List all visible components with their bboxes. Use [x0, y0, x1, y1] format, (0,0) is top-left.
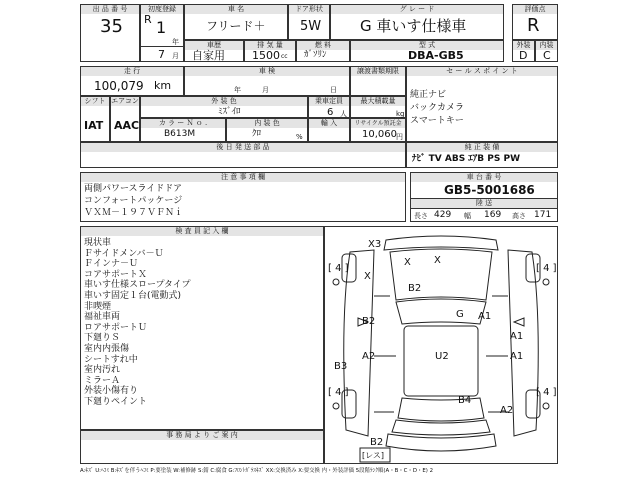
inspector-note-line: 下廻りＳ [84, 333, 121, 344]
inspector-note-line: 室内内張傷 [84, 344, 130, 354]
damage-mark: A2 [362, 351, 376, 362]
inspector-note-line: コアサポートＸ [84, 269, 148, 280]
inspector-note-line: ロアサポートＵ [84, 322, 148, 333]
selling-point-item: 純正ナビ [410, 90, 447, 100]
inspector-note-line: 車いす仕様スロープタイプ [84, 280, 191, 291]
appraisal-label: 陸 送 [411, 199, 557, 208]
recycle-fee-value: 10,060 [362, 129, 397, 140]
inspector-notes-label: 検 査 員 記 入 欄 [81, 227, 323, 236]
fuel-value: ｶﾞｿﾘﾝ [304, 50, 327, 60]
genuine-equipment-value: ﾅﾋﾞ TV ABS ｴｱB PS PW [412, 154, 521, 164]
fuel-label: 燃 料 [297, 41, 349, 50]
door-type-value: 5W [300, 19, 322, 34]
tire-tread-rl: [ 4 ] [328, 387, 349, 398]
mileage-label: 走 行 [81, 67, 183, 76]
pct-unit: % [296, 133, 303, 141]
chassis-value: GB5-5001686 [444, 183, 535, 197]
selling-point-item: スマートキー [410, 116, 464, 126]
displacement-label: 排 気 量 [245, 41, 295, 50]
month-suffix: 月 [172, 52, 179, 60]
car-name-value: フリード＋ [206, 19, 266, 33]
capacity-label: 乗車定員 [309, 97, 349, 106]
interior-color-value: ｸﾛ [252, 129, 262, 139]
height-label: 高さ [512, 212, 526, 220]
interior-color-label: 内 装 色 [227, 119, 307, 128]
damage-mark: G [456, 309, 464, 320]
damage-mark: A1 [478, 311, 492, 322]
shift-label: シフト [81, 97, 109, 106]
legend-text: A:ｷｽﾞ U:ﾍｺﾐ B:ｷｽﾞを伴うﾍｺﾐ P:要塗装 W:補修跡 S:錆 C:腐食 G:ﾌﾛﾝﾄｶﾞﾗｽｷｽﾞ XX:交換済み X:要交換 内・外装評価 5段階ﾗﾝｸ順(A・B・C・D・E) 2 [80, 468, 434, 474]
chassis-label: 車 台 番 号 [411, 173, 557, 182]
max-load-label: 最大積載量 [351, 97, 405, 106]
grade-value: G 車いす仕様車 [360, 17, 467, 35]
car-name-label: 車 名 [185, 5, 287, 14]
damage-mark: X [404, 257, 411, 268]
interior-grade-value: C [543, 49, 551, 62]
inspector-note-line: Ｆインナ－Ｕ [84, 259, 139, 270]
spare-tire-label: [レス] [362, 451, 385, 460]
tire-tread-rr: [ 4 ] [536, 387, 557, 398]
inspector-note-line: ミラーＡ [84, 375, 121, 386]
damage-mark: B2 [362, 316, 376, 327]
mileage-value: 100,079 [94, 79, 144, 93]
damage-mark: X [434, 255, 441, 266]
damage-mark: B2 [370, 437, 384, 448]
damage-mark: A2 [500, 405, 514, 416]
displacement-unit: cc [281, 53, 288, 60]
aftermarket-parts-label: 後 日 発 送 部 品 [81, 143, 405, 152]
inspection-month: 月 [262, 86, 269, 94]
width-value: 169 [484, 210, 502, 220]
model-code-label: 型 式 [351, 41, 503, 50]
damage-mark: A1 [510, 331, 524, 342]
documents-label: 譲渡書類期限 [351, 67, 405, 76]
inspector-note-line: Ｆサイドメンバ－Ｕ [84, 248, 164, 259]
damage-mark: B3 [334, 361, 348, 372]
grade-label: グ レ ー ド [331, 5, 503, 14]
height-value: 171 [534, 210, 552, 220]
color-no-label: カ ラ ー Ｎ ｏ . [141, 119, 225, 128]
inspection-year: 年 [234, 86, 241, 94]
exterior-grade-value: D [519, 49, 528, 62]
car-diagram [324, 226, 558, 464]
inspector-note-line: 非喫煙 [84, 301, 112, 312]
inspector-note-line: 外装小傷有り [84, 386, 139, 397]
displacement-value: 1500 [252, 49, 280, 62]
capacity-value: 6 [327, 107, 334, 118]
damage-mark: B4 [458, 395, 472, 406]
lot-number-value: 35 [100, 16, 123, 37]
selling-point-item: バックカメラ [410, 103, 465, 113]
length-value: 429 [434, 210, 452, 220]
recycle-fee-unit: 円 [396, 133, 403, 141]
color-no-value: B613M [164, 129, 196, 139]
notes-line: ＶＸＭ－１９７ＶＦＮｉ [84, 208, 184, 218]
aircon-label: エアコン [111, 97, 139, 105]
inspector-note-line: 室内汚れ [84, 365, 121, 376]
recycle-fee-label: リサイクル預託金 [351, 119, 405, 128]
tire-tread-fl: [ 4 ] [328, 263, 349, 274]
length-label: 長さ [414, 212, 428, 220]
first-reg-month: 7 [158, 48, 165, 61]
score-label: 評価点 [513, 5, 557, 14]
interior-label: 内装 [536, 41, 557, 50]
damage-mark: X [364, 271, 371, 282]
genuine-equipment-label: 純 正 装 備 [407, 143, 557, 152]
exterior-color-label: 外 装 色 [141, 97, 307, 106]
notes-line: 両側パワースライドドア [84, 184, 183, 194]
tire-tread-fr: [ 4 ] [536, 263, 557, 274]
damage-mark: A1 [510, 351, 524, 362]
inspection-label: 車 検 [185, 67, 349, 76]
office-notes-label: 事 務 局 よ り ご 案 内 [81, 431, 323, 440]
mileage-unit: km [154, 79, 172, 92]
vehicle-use-value: 自家用 [192, 49, 225, 62]
selling-points-label: セ ー ル ス ポ イ ン ト [407, 67, 557, 76]
shift-value: IAT [84, 119, 104, 132]
inspector-note-line: 下廻りペイント [84, 397, 148, 407]
damage-mark: U2 [435, 351, 449, 362]
notes-label: 注 意 事 項 欄 [81, 173, 405, 182]
lot-number-label: 出 品 番 号 [81, 5, 139, 14]
width-label: 幅 [464, 212, 471, 220]
first-reg-era: R [144, 13, 152, 26]
score-value: R [527, 15, 540, 36]
model-code-value: DBA-GB5 [408, 49, 464, 62]
inspector-note-line: 福祉車両 [84, 312, 121, 323]
max-load-unit: kg [396, 110, 405, 118]
vehicle-use-label: 車歴 [185, 41, 243, 50]
first-reg-label: 初度登録 [141, 5, 183, 14]
exterior-label: 外装 [513, 41, 534, 50]
door-type-label: ドア形状 [289, 5, 329, 14]
inspector-note-line: 車いす固定１台(電動式) [84, 291, 182, 301]
capacity-unit: 人 [340, 110, 347, 118]
damage-mark: X3 [368, 239, 382, 250]
inspection-day: 日 [330, 86, 337, 94]
damage-mark: B2 [408, 283, 422, 294]
year-suffix: 年 [172, 38, 179, 46]
first-reg-year: 1 [156, 18, 167, 37]
notes-line: コンフォートパッケージ [84, 196, 183, 206]
exterior-color-value: ﾐｽﾞｲﾛ [218, 107, 241, 117]
import-label: 輸 入 [309, 119, 349, 128]
aircon-value: AAC [114, 119, 140, 132]
inspector-note-line: 現状車 [84, 238, 112, 248]
inspector-note-line: シートすれ中 [84, 354, 138, 365]
